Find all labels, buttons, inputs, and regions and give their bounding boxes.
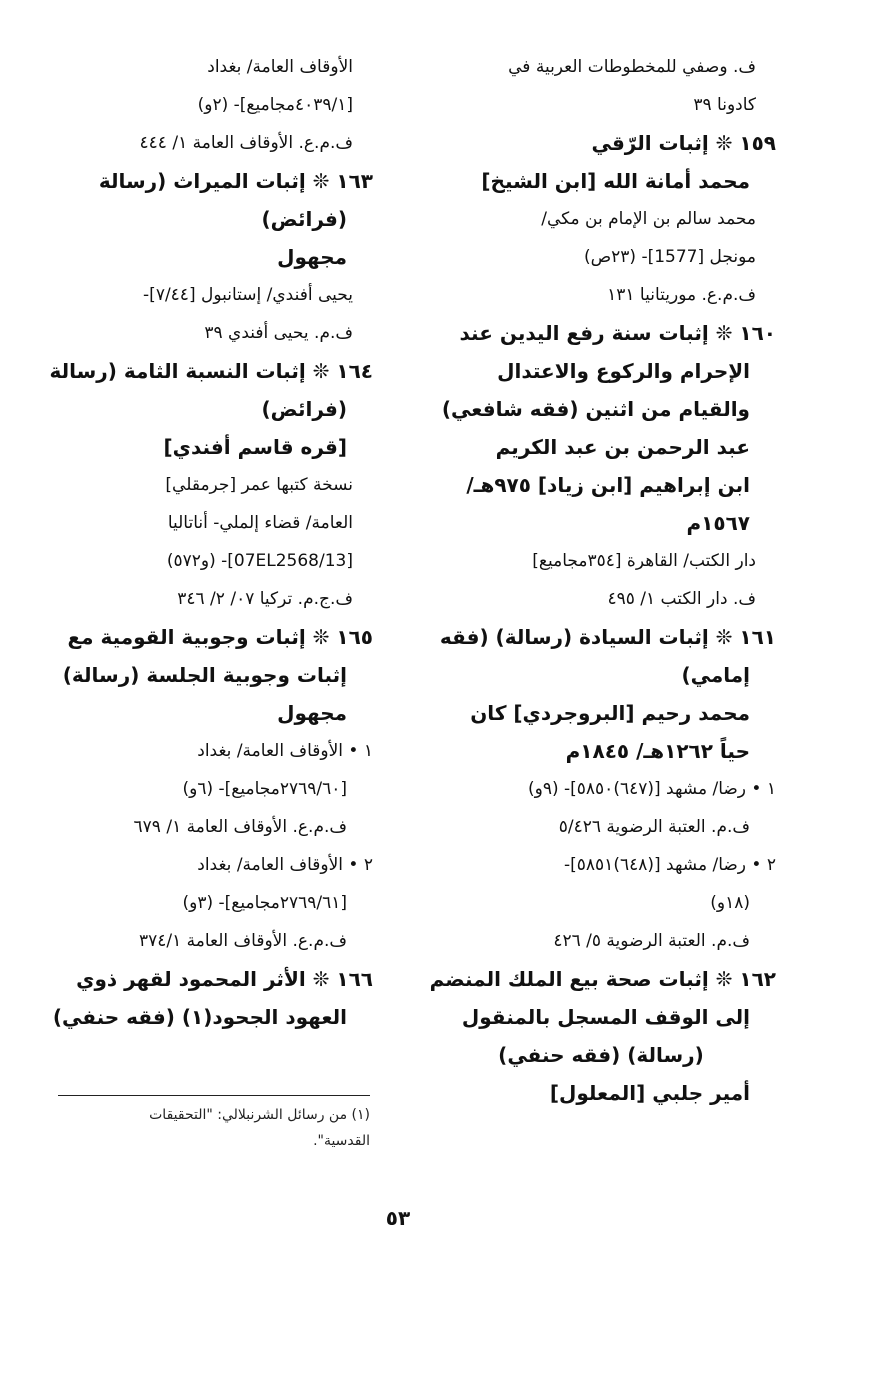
left-column: [43, 48, 373, 1036]
entry-line-bold: (فرائض): [261, 207, 347, 231]
entry-line-bold: (رسالة) (فقه حنفي): [498, 1043, 704, 1067]
entry-line: ف.م.ع. الأوقاف العامة ١/ ٦٧٩: [133, 817, 347, 837]
entry-line-bold: إمامي): [681, 663, 750, 687]
entry-line-bold: [قره قاسم أفندي]: [163, 435, 347, 459]
entry-line: نسخة كتبها عمر [جرمقلي]: [165, 475, 353, 495]
entry-line-bold: عبد الرحمن بن عبد الكريم: [495, 435, 750, 459]
entry-line-bold: (فرائض): [261, 397, 347, 421]
entry-line: مونجل [1577]- (٢٣ص): [583, 247, 756, 267]
entry-line-bold: محمد رحيم [البروجردي] كان: [470, 701, 750, 725]
entry-line: [07EL2568/13]- (و٥٧٢): [166, 551, 353, 571]
entry-line: محمد سالم بن الإمام بن مكي/: [541, 209, 756, 229]
entry-line: ١ • رضا/ مشهد [(٦٤٧)٥٨٥٠]- (٩و): [527, 779, 776, 799]
entry-line: ف.م.ع. الأوقاف العامة ١/ ٤٤٤: [139, 133, 353, 153]
entry-line: يحيى أفندي/ إستانبول [٧/٤٤]-: [143, 285, 353, 305]
entry-line-bold: ١٦١ ❊ إثبات السيادة (رسالة) (فقه: [439, 625, 776, 649]
entry-line: ف.ج.م. تركيا ٠٧/ ٢/ ٣٤٦: [177, 589, 353, 609]
entry-line-bold: ١٦٠ ❊ إثبات سنة رفع اليدين عند: [459, 321, 776, 345]
entry-line: (١٨و): [710, 893, 750, 913]
entry-line: [٤٠٣٩/١مجاميع]- (٢و): [197, 95, 353, 115]
entry-line: كادونا ٣٩: [693, 95, 756, 115]
right-column: [426, 48, 776, 1112]
entry-line: ف.م. يحيى أفندي ٣٩: [204, 323, 353, 343]
entry-line-bold: ابن إبراهيم [ابن زياد] ٩٧٥هـ/: [466, 473, 750, 497]
entry-line-bold: الإحرام والركوع والاعتدال: [497, 359, 750, 383]
entry-line: [٢٧٦٩/٦٠مجاميع]- (٦و): [182, 779, 347, 799]
entry-line: ٢ • رضا/ مشهد [(٦٤٨)٥٨٥١]-: [564, 855, 776, 875]
entry-line-bold: محمد أمانة الله [ابن الشيخ]: [481, 169, 750, 193]
entry-line-bold: ١٦٥ ❊ إثبات وجوبية القومية مع: [67, 625, 373, 649]
footnote-line: القدسية".: [313, 1133, 370, 1149]
entry-line-bold: ١٦٦ ❊ الأثر المحمود لقهر ذوي: [76, 967, 373, 991]
entry-line-bold: حياً ١٢٦٢هـ/ ١٨٤٥م: [565, 739, 750, 763]
entry-line: دار الكتب/ القاهرة [٣٥٤مجاميع]: [532, 551, 756, 571]
entry-line: ١ • الأوقاف العامة/ بغداد: [197, 741, 373, 761]
footnote-rule: [58, 1095, 370, 1096]
entry-line-bold: مجهول: [277, 245, 347, 269]
entry-line: العامة/ قضاء إلملي- أناتاليا: [167, 513, 353, 533]
entry-line-bold: ١٦٣ ❊ إثبات الميراث (رسالة: [98, 169, 373, 193]
entry-line: ف.م.ع. الأوقاف العامة ٣٧٤/١: [138, 931, 347, 951]
entry-line-bold: ١٥٩ ❊ إثبات الرّقي: [591, 131, 776, 155]
entry-line: ف. دار الكتب ١/ ٤٩٥: [607, 589, 756, 609]
entry-line: [٢٧٦٩/٦١مجاميع]- (٣و): [182, 893, 347, 913]
entry-line-bold: ١٦٤ ❊ إثبات النسبة الثامة (رسالة: [49, 359, 373, 383]
entry-line-bold: والقيام من اثنين (فقه شافعي): [441, 397, 750, 421]
page-number: ٥٣: [385, 1206, 411, 1230]
entry-line: الأوقاف العامة/ بغداد: [207, 57, 353, 77]
entry-line: ف. وصفي للمخطوطات العربية في: [508, 57, 756, 77]
entry-line-bold: مجهول: [277, 701, 347, 725]
entry-line: ٢ • الأوقاف العامة/ بغداد: [197, 855, 373, 875]
footnote-line: (١) من رسائل الشرنبلالي: "التحقيقات: [149, 1107, 370, 1123]
entry-line: ف.م.ع. موريتانيا ١٣١: [607, 285, 756, 305]
entry-line-bold: ١٦٢ ❊ إثبات صحة بيع الملك المنضم: [429, 967, 776, 991]
entry-line-bold: إلى الوقف المسجل بالمنقول: [461, 1005, 750, 1029]
footnote: [50, 1102, 370, 1154]
entry-line-bold: إثبات وجوبية الجلسة (رسالة): [62, 663, 347, 687]
entry-line: ف.م. العتبة الرضوية ٥/ ٤٢٦: [553, 931, 750, 951]
entry-line-bold: أمير جلبي [المعلول]: [549, 1081, 750, 1105]
entry-line: ف.م. العتبة الرضوية ٥/٤٢٦: [558, 817, 750, 837]
entry-line-bold: ١٥٦٧م: [686, 511, 750, 535]
entry-line-bold: العهود الجحود(١) (فقه حنفي): [52, 1005, 347, 1029]
